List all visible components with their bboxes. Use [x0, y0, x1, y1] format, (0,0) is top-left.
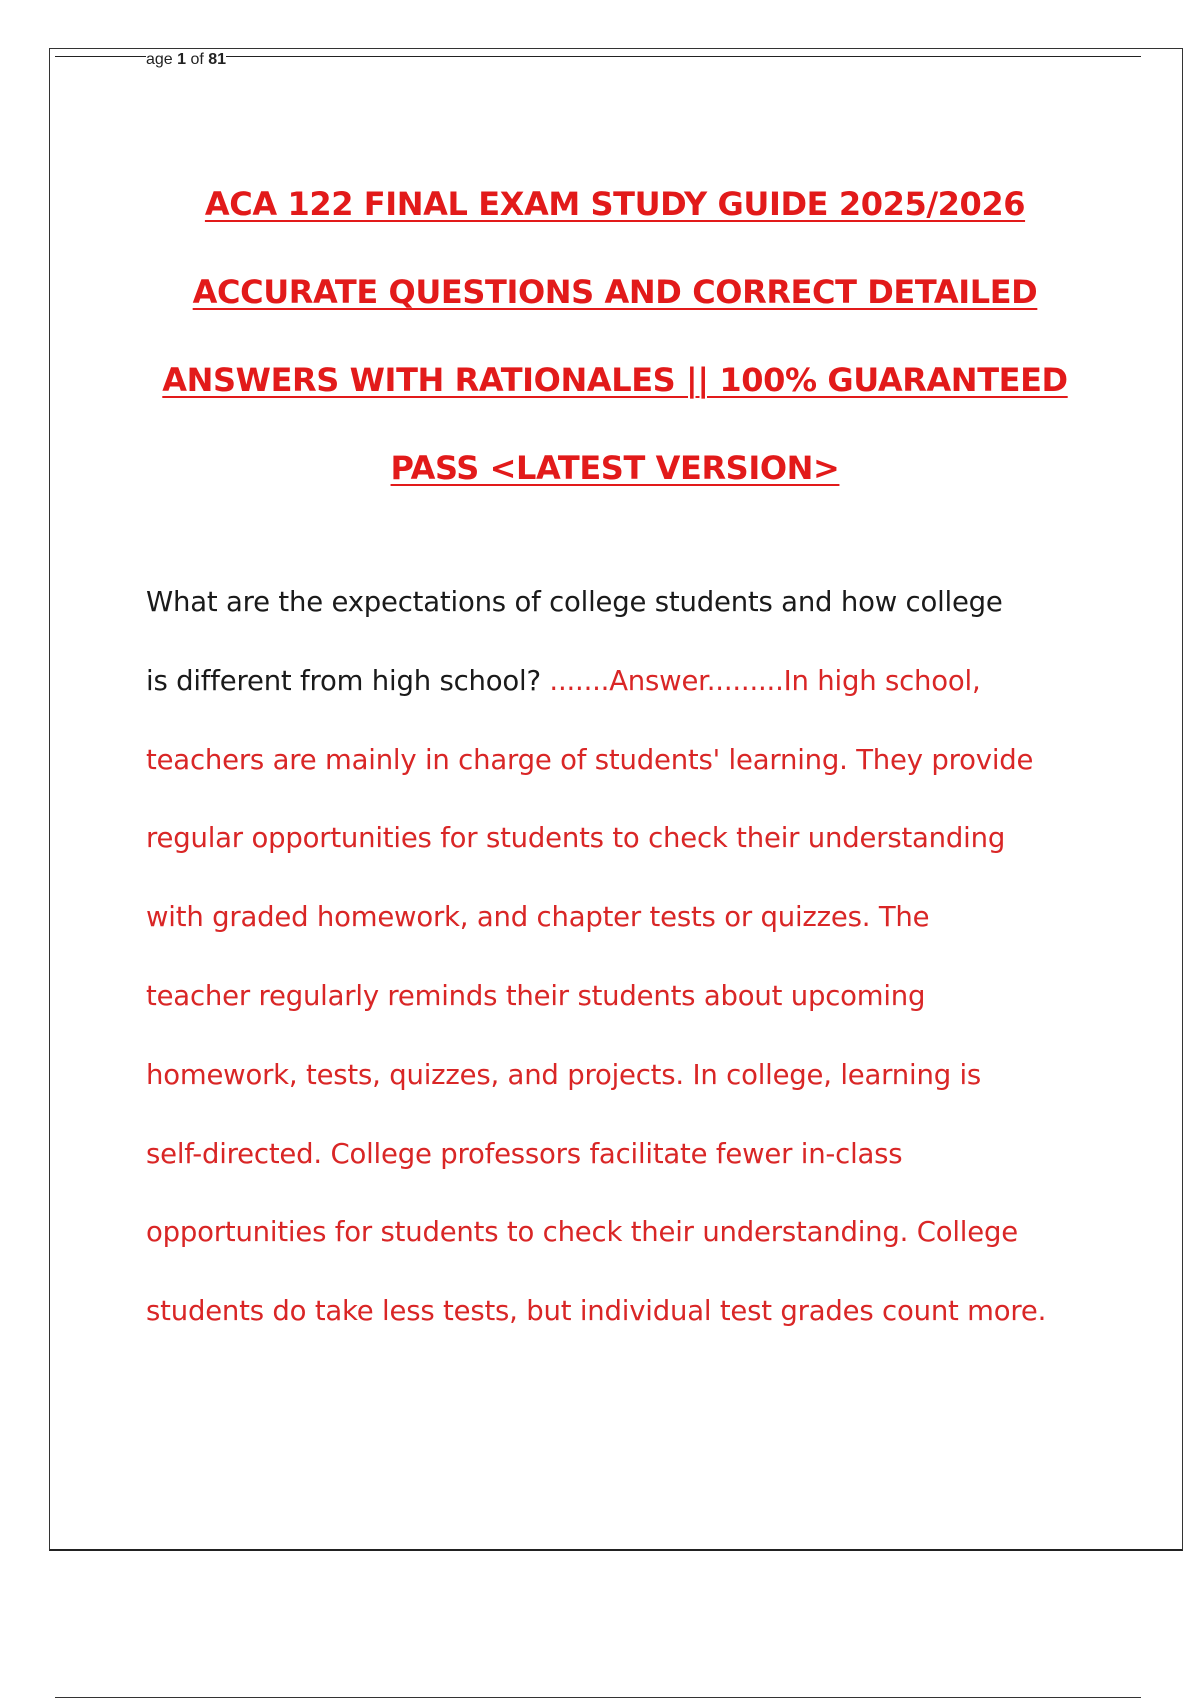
title-line: PASS <LATEST VERSION> — [390, 449, 840, 487]
answer-start: .......Answer.........In high school, — [549, 664, 981, 697]
title-line: ACCURATE QUESTIONS AND CORRECT DETAILED — [192, 273, 1038, 311]
question-line: What are the expectations of college students and how college — [146, 586, 1003, 618]
answer-line: regular opportunities for students to check their understanding — [146, 822, 1006, 855]
title-line: ACA 122 FINAL EXAM STUDY GUIDE 2025/2026 — [204, 185, 1026, 223]
answer-line: students do take less tests, but individual test grades count more. — [146, 1295, 1047, 1328]
question-answer-block — [146, 563, 1146, 1351]
question-line-end: is different from high school? — [146, 664, 550, 697]
answer-line: teachers are mainly in charge of students' learning. They provide — [146, 743, 1034, 776]
answer-line: opportunities for students to check their understanding. College — [146, 1216, 1018, 1249]
answer-line: self-directed. College professors facilitate fewer in-class — [146, 1137, 903, 1170]
title-line: ANSWERS WITH RATIONALES || 100% GUARANTEED — [162, 361, 1068, 399]
question-answer-line — [146, 642, 1146, 721]
answer-line: with graded homework, and chapter tests or quizzes. The — [146, 901, 930, 934]
page-number-prefix: age — [146, 51, 178, 68]
page-number-total: 81 — [208, 51, 227, 68]
page-number-current: 1 — [177, 51, 187, 68]
answer-line: teacher regularly reminds their students about upcoming — [146, 979, 926, 1012]
page-number-of: of — [186, 51, 209, 68]
document-title — [60, 176, 1170, 528]
answer-line: homework, tests, quizzes, and projects. In college, learning is — [146, 1058, 982, 1091]
page-number — [146, 52, 226, 68]
bottom-rule — [55, 1697, 1141, 1698]
